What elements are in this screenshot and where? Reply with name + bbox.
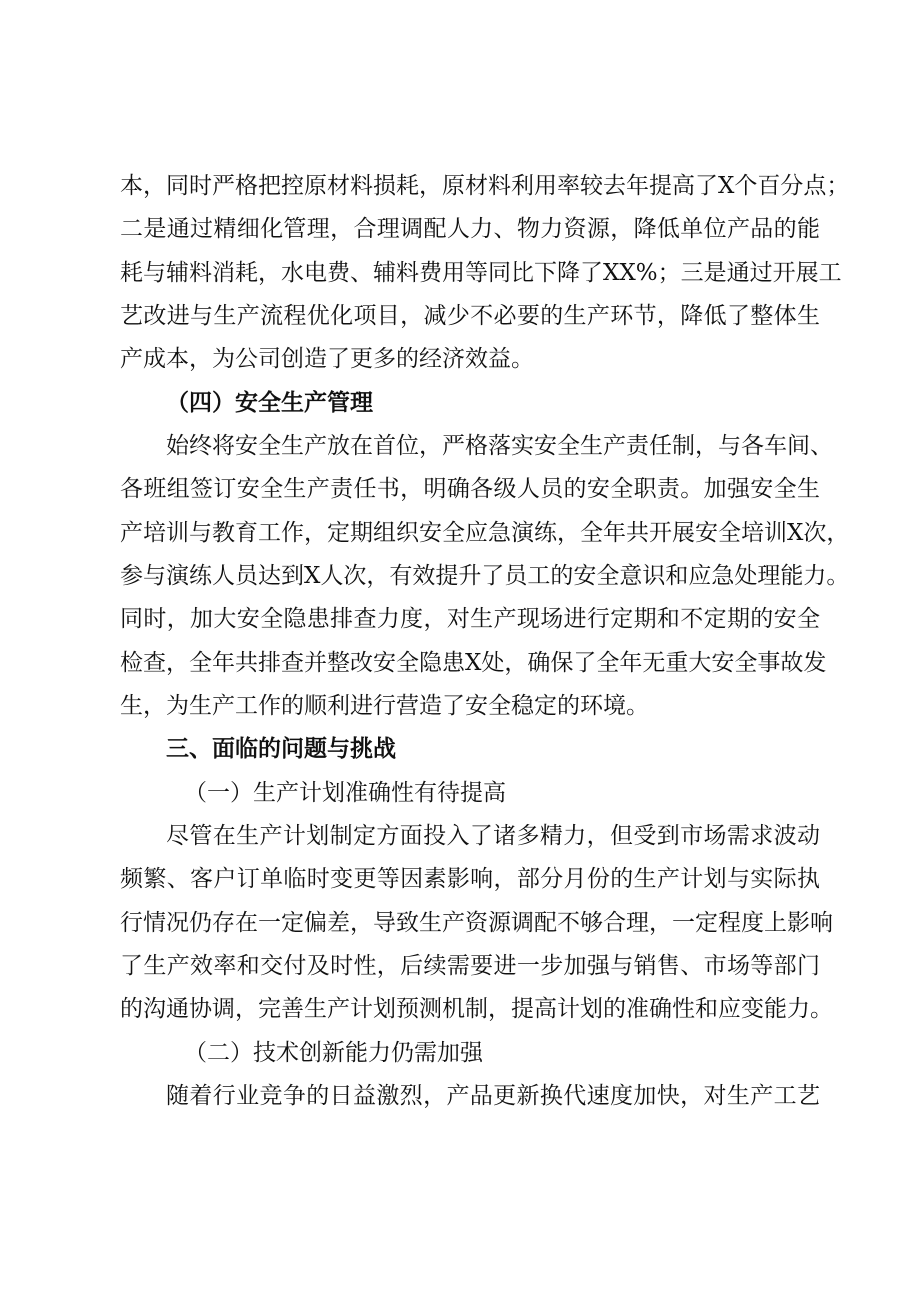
- paragraph-line: 生，为生产工作的顺利进行营造了安全稳定的环境。: [120, 693, 649, 719]
- paragraph-line: 行情况仍存在一定偏差，导致生产资源调配不够合理，一定程度上影响: [120, 910, 833, 936]
- paragraph-line: 尽管在生产计划制定方面投入了诸多精力，但受到市场需求波动: [166, 823, 820, 849]
- chapter-heading-problems: 三、面临的问题与挑战: [166, 736, 396, 762]
- section-heading-tech: （二）技术创新能力仍需加强: [184, 1040, 483, 1066]
- paragraph-line: 艺改进与生产流程优化项目，减少不必要的生产环节，降低了整体生: [120, 303, 820, 329]
- section-heading-plan: （一）生产计划准确性有待提高: [184, 780, 506, 806]
- paragraph-line: 参与演练人员达到X人次，有效提升了员工的安全意识和应急处理能力。: [120, 563, 850, 589]
- paragraph-line: 随着行业竞争的日益激烈，产品更新换代速度加快，对生产工艺: [166, 1083, 820, 1109]
- paragraph-line: 本，同时严格把控原材料损耗，原材料利用率较去年提高了X个百分点；: [120, 173, 850, 199]
- paragraph-line: 二是通过精细化管理，合理调配人力、物力资源，降低单位产品的能: [120, 216, 820, 242]
- paragraph-line: 耗与辅料消耗，水电费、辅料费用等同比下降了XX%；三是通过开展工: [120, 260, 842, 286]
- paragraph-line: 频繁、客户订单临时变更等因素影响，部分月份的生产计划与实际执: [120, 866, 820, 892]
- paragraph-line: 了生产效率和交付及时性，后续需要进一步加强与销售、市场等部门: [120, 953, 820, 979]
- paragraph-line: 检查，全年共排查并整改安全隐患X处，确保了全年无重大安全事故发: [120, 650, 827, 676]
- paragraph-line: 的沟通协调，完善生产计划预测机制，提高计划的准确性和应变能力。: [120, 996, 833, 1022]
- paragraph-line: 同时，加大安全隐患排查力度，对生产现场进行定期和不定期的安全: [120, 606, 820, 632]
- paragraph-line: 产培训与教育工作，定期组织安全应急演练，全年共开展安全培训X次，: [120, 520, 850, 546]
- section-heading-safety: （四）安全生产管理: [166, 390, 373, 416]
- paragraph-line: 产成本，为公司创造了更多的经济效益。: [120, 346, 534, 372]
- paragraph-line: 始终将安全生产放在首位，严格落实安全生产责任制，与各车间、: [166, 433, 833, 459]
- paragraph-line: 各班组签订安全生产责任书，明确各级人员的安全职责。加强安全生: [120, 476, 820, 502]
